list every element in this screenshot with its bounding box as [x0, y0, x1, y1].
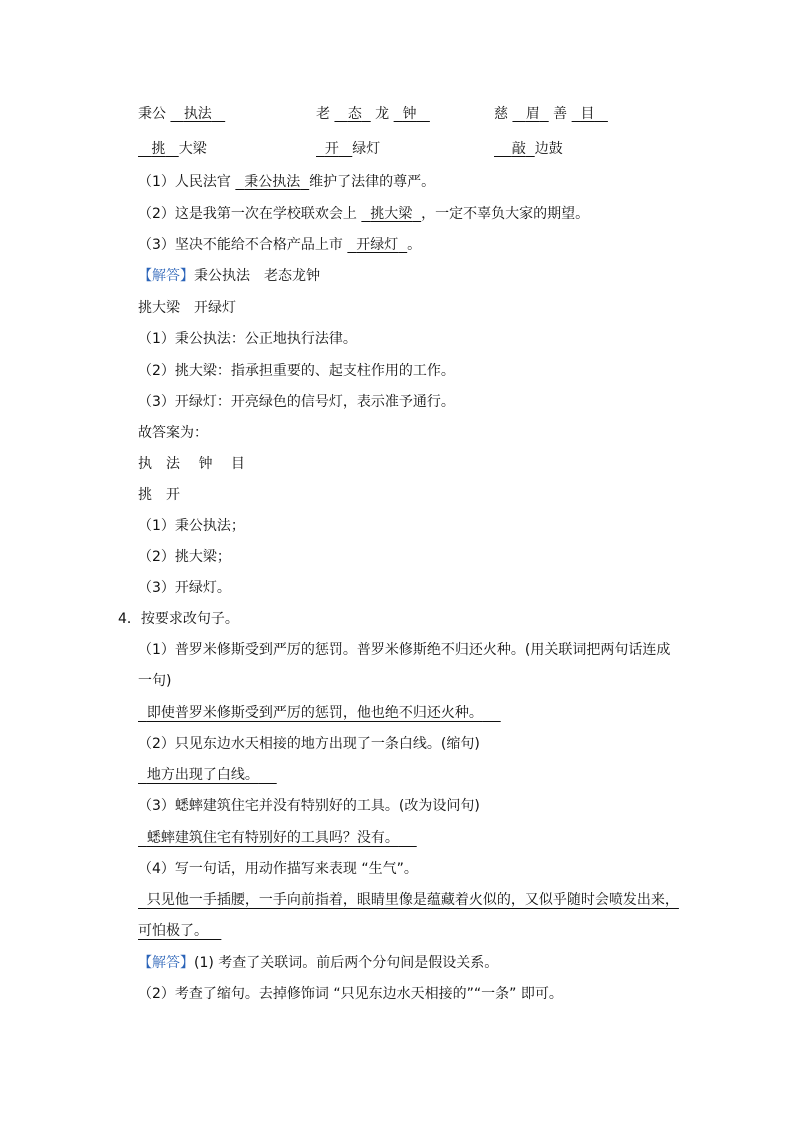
answer3-fill2: 挑 开: [138, 487, 180, 503]
idiom-suffix: 大梁: [178, 141, 207, 157]
q4-item2-prompt: （2）只见东边水天相接的地方出现了一条白线。(缩句): [138, 736, 480, 752]
q4-item1-answer: 即使普罗米修斯受到严厉的惩罚，他也绝不归还火种。: [146, 705, 483, 721]
idiom-row1-item3: [494, 104, 608, 124]
idiom-row2-item2: [316, 139, 380, 159]
idiom-row2-item3: [494, 139, 563, 159]
idiom-row1-item1: [138, 104, 225, 124]
idiom-blank: 挑: [151, 141, 166, 157]
answer4-line2: （2）考查了缩句。去掉修饰词 “只见东边水天相接的”“一条” 即可。: [138, 986, 563, 1002]
answer3-line1: 【解答】秉公执法 老态龙钟: [138, 268, 320, 284]
answer3-explain-2: （2）挑大梁：指承担重要的、起支柱作用的工作。: [138, 363, 455, 379]
idiom-mid: 善: [553, 106, 568, 122]
q4-item1-prompt-cont: 一句): [138, 673, 172, 689]
answer3-line2: 挑大梁 开绿灯: [138, 300, 236, 316]
q4-item4-answer: 只见他一手插腰，一手向前指着，眼睛里像是蕴藏着火似的，又似乎随时会喷发出来，: [146, 892, 679, 908]
idiom-row2-item1: [138, 139, 207, 159]
idiom-suffix: 绿灯: [352, 141, 381, 157]
answer3-so: 故答案为：: [138, 425, 208, 441]
q4-item3-answer: 蟋蟀建筑住宅有特别好的工具吗？没有。: [146, 830, 399, 846]
q4-title: 4．按要求改句子。: [118, 611, 239, 627]
answer4-line1: 【解答】(1) 考查了关联词。前后两个分句间是假设关系。: [138, 955, 499, 971]
q4-item4-prompt: （4）写一句话，用动作描写来表现 “生气”。: [138, 861, 418, 877]
idiom-suffix: 边鼓: [534, 141, 563, 157]
q4-item2-answer: 地方出现了白线。: [146, 767, 259, 783]
idiom-blank: 开: [324, 141, 339, 157]
answer3-fill1: 执 法 钟 目: [138, 456, 245, 472]
answer-tag: 【解答】: [138, 268, 194, 284]
q4-item3-prompt: （3）蟋蟀建筑住宅并没有特别好的工具。(改为设问句): [138, 798, 480, 814]
idiom-prefix: 慈: [494, 106, 508, 122]
answer3-explain-3: （3）开绿灯：开亮绿色的信号灯，表示准予通行。: [138, 394, 455, 410]
idiom-prefix: 老: [316, 106, 330, 122]
sentence-2: （2）这是我第一次在学校联欢会上 挑大梁 ，一定不辜负大家的期望。: [138, 206, 590, 222]
answer3-final-2: （2）挑大梁；: [138, 549, 231, 565]
idiom-blank: 目: [580, 106, 595, 122]
idiom-blank: 执法: [183, 106, 212, 122]
q4-item1-prompt: （1）普罗米修斯受到严厉的惩罚。普罗米修斯绝不归还火种。(用关联词把两句话连成: [138, 642, 671, 658]
idiom-blank: 钟: [402, 106, 417, 122]
sentence-3: （3）坚决不能给不合格产品上市 开绿灯 。: [138, 237, 422, 253]
q4-item4-answer-cont: 可怕极了。: [138, 923, 208, 939]
idiom-mid: 龙: [375, 106, 390, 122]
answer-tag: 【解答】: [138, 955, 194, 971]
idiom-blank: 态: [347, 106, 362, 122]
idiom-row1-item2: [316, 104, 430, 124]
answer3-final-1: （1）秉公执法；: [138, 518, 245, 534]
idiom-blank: 敲: [511, 141, 526, 157]
idiom-prefix: 秉公: [138, 106, 166, 122]
answer3-explain-1: （1）秉公执法：公正地执行法律。: [138, 331, 357, 347]
answer3-final-3: （3）开绿灯。: [138, 580, 231, 596]
idiom-blank: 眉: [525, 106, 540, 122]
sentence-1: （1）人民法官 秉公执法 维护了法律的尊严。: [138, 174, 436, 190]
